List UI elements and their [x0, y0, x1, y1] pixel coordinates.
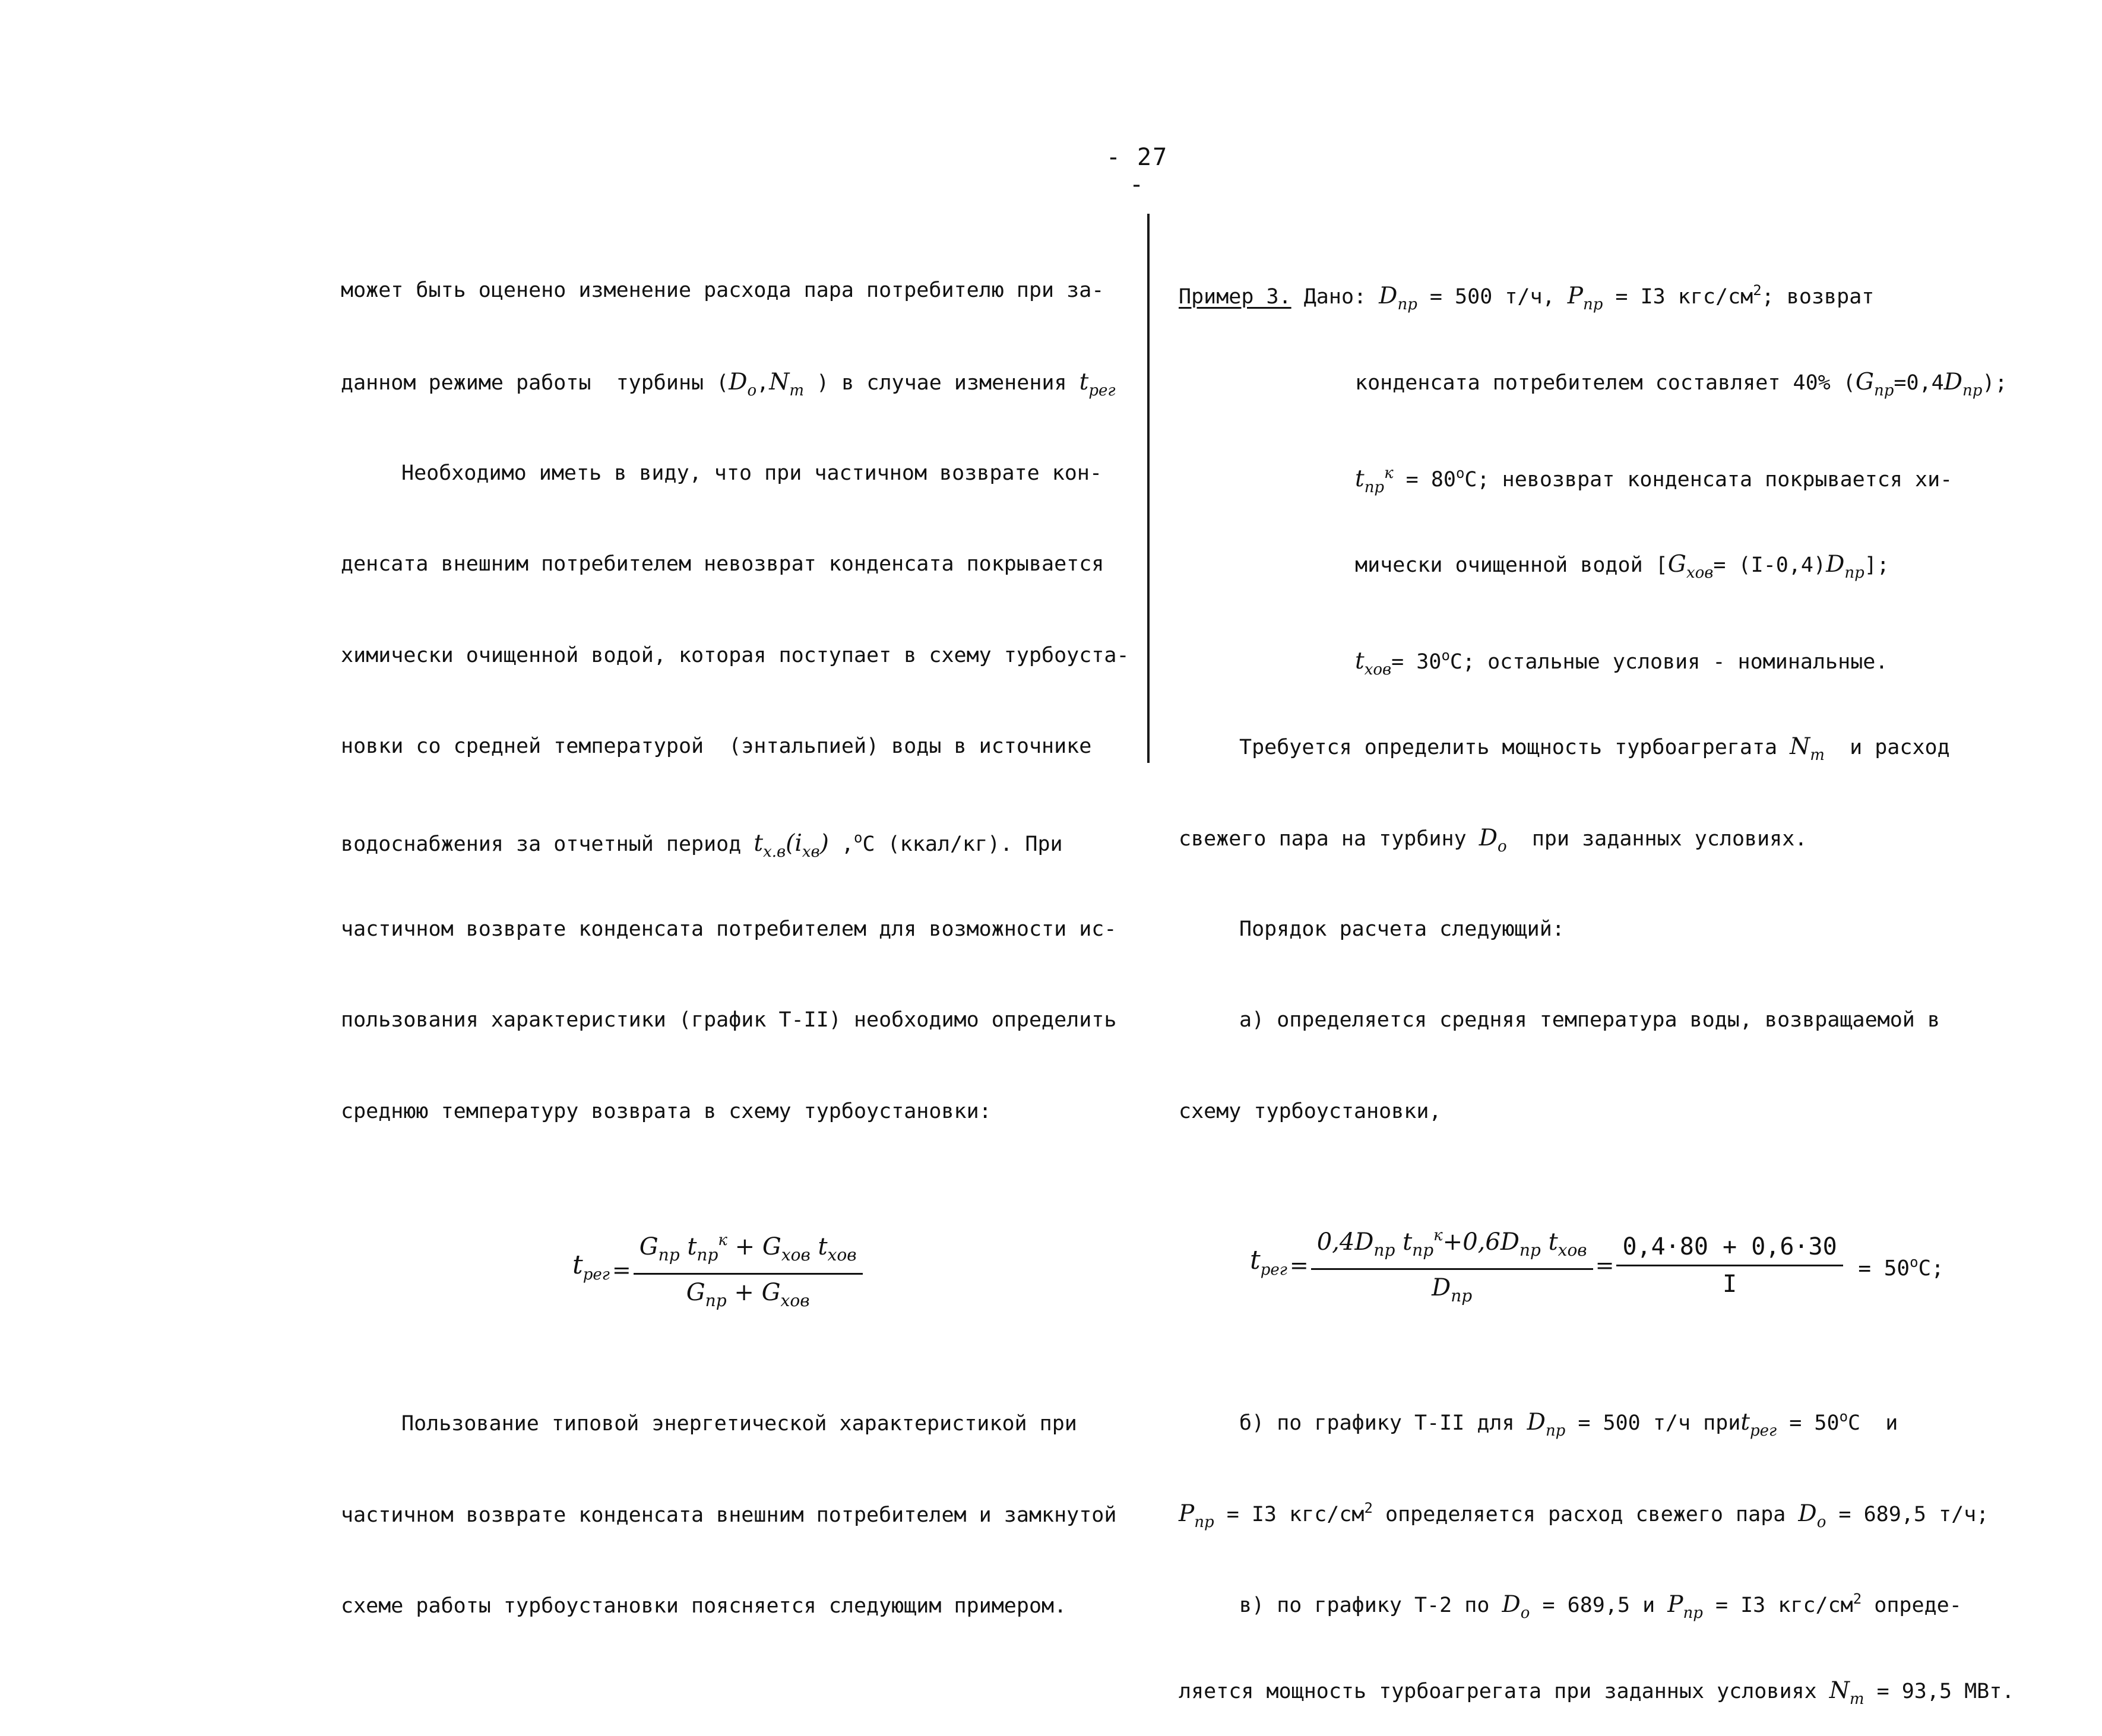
text-line: ляется мощность турбоагрегата при заданных условиях $N_т = 93,5$ МВт.: [1179, 1677, 2015, 1708]
text-line: Требуется определить мощность турбоагрегата $N_т$ и расход: [1239, 733, 1950, 765]
fraction-numerator: $G_{пр}$ $t_{пр}^к + G_{хов}$ $t_{хов}$: [634, 1226, 863, 1275]
text-line: свежего пара на турбину $D_о$ при заданных условиях.: [1179, 824, 1807, 856]
text-line: $P_{пр} = I3$ кгс/$см^2$ определяется расход свежего пара $D_о = 689,5$ т/ч;: [1179, 1499, 1989, 1531]
text-line: химически очищенной водой, которая поступает в схему турбоуста-: [341, 643, 1129, 667]
example-label: Пример 3.: [1179, 285, 1291, 309]
formula-example: $t_{рег}$ = $\frac{0,4D_{пр} t_{пр}^к+0,6D_{пр} t_{хов}}{D_{пр}}$ = $\frac{0,4\cdot 80 + 0,6\cdot 30}{I}$ = $50^оC$;: [1250, 1224, 2022, 1307]
text-line: пользования характеристики (график Т-II) необходимо определить: [341, 1008, 1117, 1032]
fraction-denominator: I: [1723, 1271, 1737, 1298]
text-line: Необходимо иметь в виду, что при частичном возврате кон-: [401, 461, 1103, 485]
text-line: конденсата потребителем составляет 40% $(G_{пр}=0,4D_{пр})$;: [1355, 369, 2008, 400]
fraction: [1311, 1221, 1593, 1310]
fraction: [1616, 1233, 1843, 1298]
page-number: - 27 -: [1106, 144, 1169, 198]
text-line: а) определяется средняя температура воды, возвращаемой в: [1239, 1008, 1940, 1032]
text-line: частичном возврате конденсата внешним потребителем и замкнутой: [341, 1503, 1117, 1527]
text-line: $t_{пр}^к = 80^оС$; невозврат конденсата покрывается хи-: [1355, 464, 1953, 496]
text-line: данном режиме работы турбины ($D_о,N_т$ ) в случае изменения $t_{рег}$: [341, 369, 1116, 400]
text-line: в) по графику Т-2 по $D_о = 689,5$ и $P_{пр} = I3$ кгс/$см^2$ опреде-: [1239, 1591, 1962, 1623]
text-line: Пример 3. Дано: $D_{пр} = 500$ т/ч, $P_{пр} = I3$ кгс/$см^2$; возврат: [1179, 282, 1875, 314]
text-line: мически очищенной водой $[G_{хов}= (I-0,4)D_{пр}]$;: [1355, 551, 1889, 582]
fraction-numerator: 0,4·80 + 0,6·30: [1616, 1233, 1843, 1266]
text-line: частичном возврате конденсата потребителем для возможности ис-: [341, 917, 1117, 941]
text-line: новки со средней температурой (энтальпией) воды в источнике: [341, 734, 1092, 759]
right-column: [1179, 215, 2022, 1736]
fraction: [634, 1226, 863, 1315]
formula-t-reg: $t_{рег}$ = $\frac{G_{пр} t_{пр}^к + G_{хов} t_{хов}}{G_{пр} + G_{хов}}$: [572, 1229, 1125, 1312]
left-column: [341, 215, 1129, 1652]
text-line: Порядок расчета следующий:: [1239, 917, 1565, 941]
text-line: Пользование типовой энергетической характеристикой при: [401, 1412, 1077, 1436]
text-line: схему турбоустановки,: [1179, 1099, 1442, 1123]
fraction-denominator: $D_{пр}$: [1432, 1274, 1473, 1306]
column-divider: [1147, 214, 1150, 763]
text-line: водоснабжения за отчетный период $t_{х.в}(i_{хв})$ ,$^о$С (ккал/кг). При: [341, 829, 1063, 861]
text-line: может быть оценено изменение расхода пара потребителю при за-: [341, 278, 1104, 303]
text-line: б) по графику Т-II для $D_{пр} = 500$ т/ч приt$_{рег}$ = $50^оС$ и: [1239, 1408, 1898, 1440]
fraction-denominator: $G_{пр} + G_{хов}$: [686, 1278, 810, 1310]
text-line: $t_{хов}= 30^оС$; остальные условия - номинальные.: [1355, 647, 1888, 679]
text-line: схеме работы турбоустановки поясняется следующим примером.: [341, 1594, 1067, 1618]
text-line: денсата внешним потребителем невозврат конденсата покрывается: [341, 552, 1104, 576]
fraction-numerator: $0,4D_{пр}$ $t_{пр}^к+0,6D_{пр}$ $t_{хов}$: [1311, 1221, 1593, 1270]
text-line: среднюю температуру возврата в схему турбоустановки:: [341, 1099, 992, 1123]
